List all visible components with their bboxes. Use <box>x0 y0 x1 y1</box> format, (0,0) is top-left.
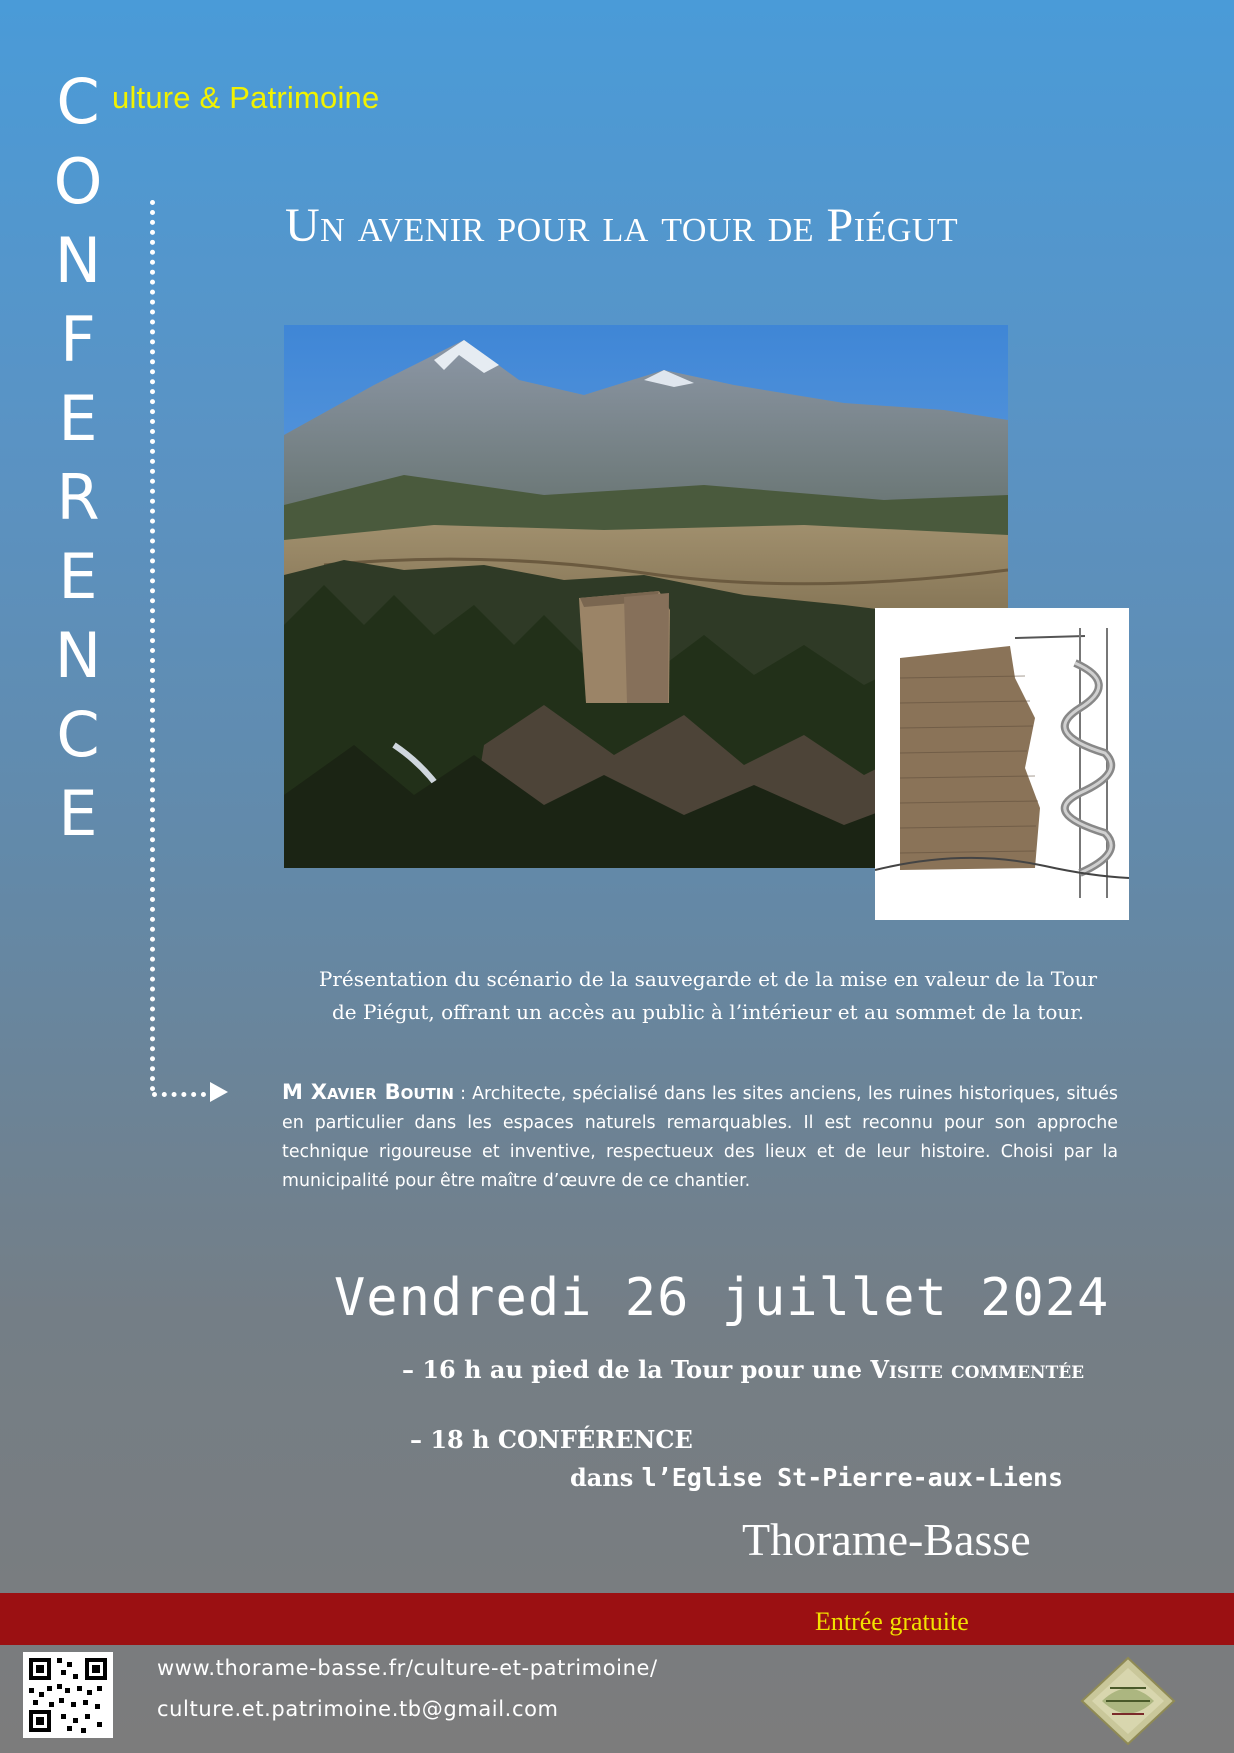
free-entry-label: Entrée gratuite <box>815 1607 969 1636</box>
schedule-conference: – 18 h CONFÉRENCE <box>410 1425 693 1454</box>
vertical-letter: F <box>60 303 96 376</box>
email-link[interactable]: culture.et.patrimoine.tb@gmail.com <box>157 1697 559 1721</box>
event-description <box>300 963 1116 1029</box>
schedule-location <box>570 1463 1063 1492</box>
dotted-guide-vertical <box>150 200 155 1092</box>
entry-band <box>0 1593 1234 1645</box>
speaker-paragraph <box>282 1078 1118 1196</box>
schedule-visit-text: – 16 h au pied de la Tour pour une <box>402 1355 871 1384</box>
vertical-letter: C <box>56 698 100 771</box>
description-line: Présentation du scénario de la sauvegarde et de la mise en valeur de la Tour <box>318 967 1098 991</box>
description-line: de Piégut, offrant un accès au public à l’intérieur et au sommet de la tour. <box>331 1000 1085 1024</box>
tower-stair-drawing <box>875 608 1129 920</box>
event-date: Vendredi 26 juillet 2024 <box>334 1268 1110 1328</box>
culture-patrimoine-logo-icon <box>1080 1656 1176 1746</box>
vertical-letter: N <box>54 619 102 692</box>
conference-initial-c: C <box>56 65 100 138</box>
speaker-description: : Architecte, spécialisé dans les sites anciens, les ruines historiques, situés en particulier dans les espaces naturels remarquables. Il est reconnu pour son approche technique rigoureuse et inventive, respectueux des lieux et de leur histoire. Choisi par la municipalité pour être maître d’œuvre de ce chantier. <box>282 1084 1118 1191</box>
schedule-location-prefix: dans <box>570 1463 642 1492</box>
schedule-location-church: l’Eglise St-Pierre-aux-Liens <box>641 1463 1064 1492</box>
dotted-guide-horizontal <box>152 1092 206 1097</box>
poster-title: Un avenir pour la tour de Piégut <box>285 199 959 252</box>
vertical-letter: O <box>53 145 103 218</box>
vertical-letter: R <box>56 461 100 534</box>
vertical-letter: E <box>58 540 98 613</box>
vertical-conference-word <box>48 142 108 853</box>
qr-code-icon[interactable] <box>23 1652 113 1738</box>
vertical-letter: N <box>54 224 102 297</box>
speaker-name: M Xavier Boutin <box>282 1080 454 1104</box>
town-name: Thorame-Basse <box>742 1514 1031 1565</box>
schedule-visit-emphasis: Visite commentée <box>870 1355 1085 1384</box>
website-link[interactable]: www.thorame-basse.fr/culture-et-patrimoine/ <box>157 1656 658 1680</box>
schedule-visit <box>402 1355 1084 1384</box>
vertical-letter: E <box>58 382 98 455</box>
brand-title: ulture & Patrimoine <box>112 80 380 115</box>
vertical-letter: E <box>58 777 98 850</box>
arrow-right-icon <box>210 1082 228 1102</box>
speaker-bio <box>282 1078 1118 1196</box>
